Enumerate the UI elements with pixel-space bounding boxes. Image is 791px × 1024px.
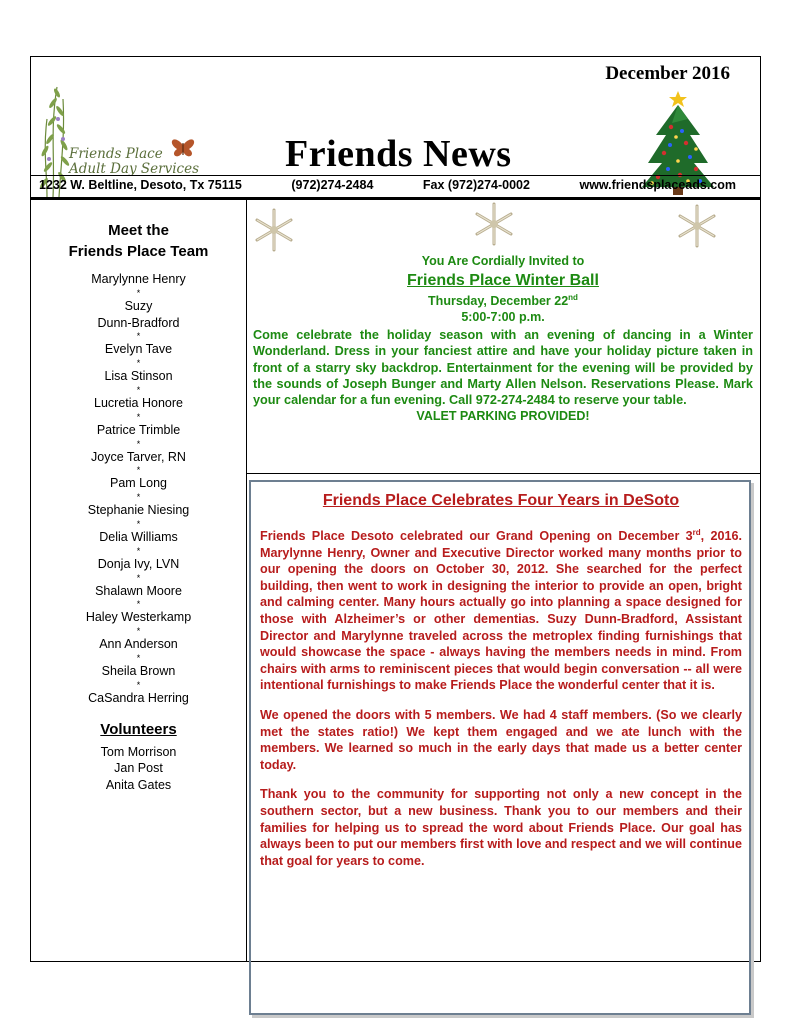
- volunteer: Anita Gates: [105, 777, 172, 792]
- team-member: Suzy: [124, 298, 153, 313]
- invite-date-text: Thursday, December 22: [428, 294, 569, 308]
- team-member: Donja Ivy, LVN: [97, 556, 180, 571]
- snowflake-icon: [674, 203, 720, 249]
- team-member: Evelyn Tave: [104, 342, 173, 357]
- invite-date: [253, 293, 753, 309]
- separator: *: [136, 287, 141, 298]
- team-member: Pam Long: [110, 476, 167, 491]
- team-sidebar: [31, 200, 247, 961]
- valet-notice: VALET PARKING PROVIDED!: [416, 409, 590, 424]
- separator: *: [136, 626, 141, 637]
- contact-bar: [31, 178, 760, 192]
- team-member: Sheila Brown: [101, 663, 176, 678]
- volunteer-list: [31, 744, 246, 794]
- separator: *: [136, 545, 141, 556]
- article-title: Friends Place Celebrates Four Years in DeSoto: [322, 492, 680, 509]
- logo-line2: Adult Day Services: [69, 161, 200, 177]
- article-p1-sup: rd: [692, 527, 701, 537]
- anniversary-article: [249, 480, 751, 1015]
- phone-number: (972)274-2484: [291, 178, 374, 192]
- separator: *: [136, 652, 141, 663]
- newsletter-page: [30, 56, 761, 962]
- separator: *: [136, 384, 141, 395]
- issue-date: December 2016: [605, 63, 730, 84]
- team-member: Dunn-Bradford: [97, 315, 180, 330]
- invite-title: Friends Place Winter Ball: [407, 272, 599, 289]
- team-member: CaSandra Herring: [88, 690, 189, 705]
- article-paragraph-1: [260, 528, 742, 694]
- team-member-list: [31, 271, 246, 707]
- newsletter-title: Friends News: [285, 133, 512, 175]
- article-p1-rest: , 2016. Marylynne Henry, Owner and Executive Director worked many months prior to our opening the doors on October 30, 2012. She searched for the perfect building, then went to work in designing the interior to provide an open, bright and calming center. Many hours actually go into planning a space designed for those with Alzheimer’s or other dementias. Suzy Dunn-Bradford, Assistant Director and Marylynne traveled across the metroplex finding furnishings that would showcase the space - always having the members needs in mind. From chairs with arms to reminiscent pieces that would begin conversation -- all were intentional furnishings to make Friends Place the wonderful center that it is.: [260, 529, 743, 693]
- team-member: Patrice Trimble: [96, 422, 181, 437]
- team-title-line2: Friends Place Team: [68, 243, 209, 260]
- separator: *: [136, 572, 141, 583]
- fax-number: Fax (972)274-0002: [422, 178, 530, 192]
- team-member: Ann Anderson: [99, 637, 178, 652]
- header-rule: [31, 175, 760, 176]
- volunteers-title: Volunteers: [100, 720, 177, 738]
- separator: *: [136, 331, 141, 342]
- team-member: Lisa Stinson: [104, 369, 173, 384]
- invite-time: 5:00-7:00 p.m.: [461, 310, 545, 324]
- invite-body: Come celebrate the holiday season with an evening of dancing in a Winter Wonderland. Dress in your fanciest attire and have your holiday picture taken in front of a starry sky backdrop. Entertainment for the evening will be provided by the sounds of Joseph Bunger and Marty Allen Nelson. Reservations Please. Mark your calendar for a fun evening. Call 972-274-2484 to reserve your table.: [253, 328, 753, 408]
- invite-intro: You Are Cordially Invited to: [421, 254, 585, 268]
- logo-line1: Friends Place: [69, 146, 163, 162]
- article-paragraph-3: Thank you to the community for supporting not only a new concept in the southern sector, but a new business. Thank you to our members and their families for helping us to spread the word about Friends Place. Our goal has always been to put our members first with love and respect and we will continue that goal for years to come.: [260, 787, 742, 868]
- volunteer: Tom Morrison: [100, 744, 177, 759]
- website: www.friendsplaceads.com: [579, 178, 736, 192]
- invite-date-suffix: nd: [568, 292, 578, 302]
- separator: *: [136, 492, 141, 503]
- team-member: Delia Williams: [99, 529, 178, 544]
- address: 1232 W. Beltline, Desoto, Tx 75115: [39, 178, 242, 192]
- winter-ball-invitation: [253, 253, 753, 424]
- separator: *: [136, 358, 141, 369]
- article-paragraph-2: We opened the doors with 5 members. We had 4 staff members. (So we clearly met the states ratio!) We kept them engaged and we ate lunch with the members. We learned so much in the early days that made us a better center today.: [260, 707, 742, 772]
- team-member: Haley Westerkamp: [85, 610, 192, 625]
- team-member: Marylynne Henry: [91, 272, 186, 286]
- team-title-line1: Meet the: [108, 222, 169, 239]
- separator: *: [136, 599, 141, 610]
- logo-wordmark: [69, 147, 199, 177]
- snowflake-icon: [251, 207, 297, 253]
- team-member: Shalawn Moore: [95, 583, 182, 598]
- volunteer: Jan Post: [114, 761, 163, 776]
- section-rule: [247, 473, 760, 474]
- team-member: Stephanie Niesing: [87, 503, 190, 518]
- article-p1-start: Friends Place Desoto celebrated our Grand Opening on December 3: [260, 529, 693, 543]
- separator: *: [136, 411, 141, 422]
- team-member: Lucretia Honore: [94, 395, 183, 410]
- team-member: Joyce Tarver, RN: [91, 449, 186, 464]
- snowflake-icon: [471, 201, 517, 247]
- separator: *: [136, 465, 141, 476]
- separator: *: [136, 518, 141, 529]
- separator: *: [136, 679, 141, 690]
- separator: *: [136, 438, 141, 449]
- team-title: [31, 220, 246, 262]
